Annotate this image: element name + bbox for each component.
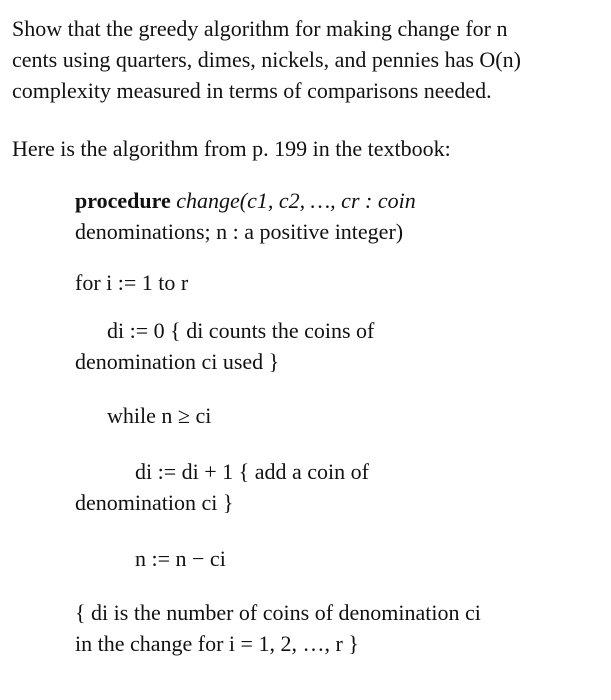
inc-line: di := di + 1 { add a coin of — [135, 459, 369, 484]
decrement-block — [135, 543, 226, 574]
problem-line-1: Show that the greedy algorithm for making change for n — [12, 16, 508, 41]
problem-line-2: cents using quarters, dimes, nickels, and pennies has O(n) — [12, 47, 521, 72]
postcondition-block — [75, 597, 481, 659]
dec-line: n := n − ci — [135, 546, 226, 571]
procedure-signature: change(c1, c2, …, cr : coin — [176, 188, 416, 213]
intro-text — [12, 133, 602, 164]
problem-line-3: complexity measured in terms of comparisons needed. — [12, 78, 492, 103]
increment-block — [75, 456, 369, 518]
post-line: { di is the number of coins of denomination ci — [75, 600, 481, 625]
intro-line: Here is the algorithm from p. 199 in the textbook: — [12, 136, 451, 161]
post-line-cont: in the change for i = 1, 2, …, r } — [75, 631, 359, 656]
inc-line-cont: denomination ci } — [75, 490, 234, 515]
procedure-keyword: procedure — [75, 188, 171, 213]
for-loop-line — [75, 267, 188, 298]
while-line: while n ≥ ci — [107, 403, 212, 428]
init-block — [75, 315, 374, 377]
problem-statement — [12, 13, 602, 106]
procedure-signature-line — [75, 185, 416, 216]
init-line-cont: denomination ci used } — [75, 349, 280, 374]
init-line: di := 0 { di counts the coins of — [107, 318, 375, 343]
procedure-params: denominations; n : a positive integer) — [75, 219, 404, 244]
for-line: for i := 1 to r — [75, 270, 189, 295]
procedure-header — [75, 185, 416, 247]
while-block — [107, 400, 211, 431]
